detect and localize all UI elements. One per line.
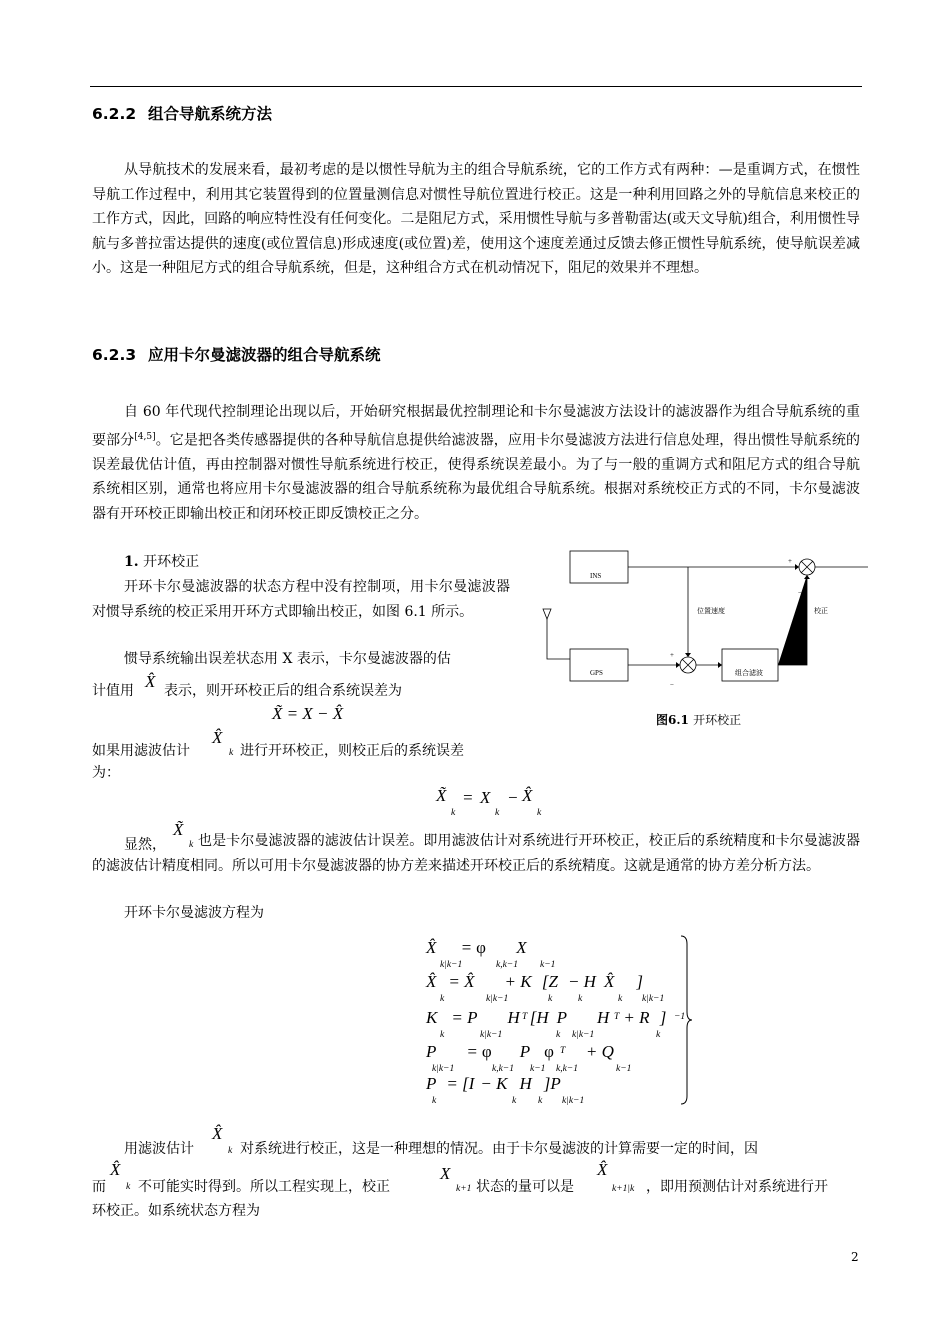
- math-subscript: k: [229, 748, 234, 758]
- math-subscript: k−1: [530, 1064, 546, 1074]
- paragraph-estimate-tail: 表示，则开环校正后的组合系统误差为: [164, 683, 402, 699]
- math-subscript: k,k−1: [556, 1064, 578, 1074]
- math-x: X: [516, 938, 527, 957]
- caption-number: 图6.1: [656, 713, 689, 727]
- math-superscript: T: [522, 1012, 528, 1022]
- math-equals: =: [462, 788, 474, 807]
- plus-sign: +: [670, 651, 674, 659]
- section-heading-6-2-3: [92, 343, 381, 365]
- math-subscript: k|k−1: [642, 994, 665, 1004]
- math-xhat-k: X̂: [212, 728, 223, 747]
- math-xhat: X̂: [145, 672, 156, 691]
- math-xhat: X̂: [426, 938, 437, 957]
- math-subscript: k−1: [540, 960, 556, 970]
- paragraph-realtime-tail: ，即用预测估计对系统进行开: [646, 1179, 828, 1195]
- antenna-icon: [543, 609, 551, 619]
- math-subscript: k|k−1: [432, 1064, 455, 1074]
- math-subscript: k: [538, 1096, 543, 1106]
- subsection-number: 1.: [124, 554, 139, 570]
- math-superscript: T: [560, 1046, 566, 1056]
- figure-open-loop-diagram: [532, 543, 872, 693]
- math-subscript: k+1|k: [612, 1184, 635, 1194]
- paragraph-kalman-equations: 开环卡尔曼滤波方程为: [124, 905, 264, 921]
- math-subscript: k: [548, 994, 553, 1004]
- math-subscript: k: [578, 994, 583, 1004]
- math-xhat-k: X̂: [212, 1124, 223, 1143]
- paragraph-filter-estimate-end: 为：: [92, 765, 120, 781]
- math-subscript: k: [556, 1030, 561, 1040]
- equation-row-1: X̂ = φ X: [426, 938, 527, 957]
- math-subscript: k|k−1: [562, 1096, 585, 1106]
- plus-sign: +: [788, 557, 792, 565]
- math-xhat: X̂: [522, 786, 533, 805]
- math-subscript: k,k−1: [492, 1064, 514, 1074]
- paragraph-accuracy: 也是卡尔曼滤波器的滤波估计误差。即用滤波估计对系统进行开环校正，校正后的系统精度和卡尔曼滤波器的滤波估计精度相同。所以可用卡尔曼滤波器的协方差来描述开环校正后的系统精度。这就是通常的协方差分析方法。: [92, 833, 860, 874]
- paragraph-filter-estimate: 如果用滤波估计: [92, 743, 190, 759]
- math-subscript: k: [228, 1146, 233, 1156]
- minus-sign: −: [798, 589, 802, 597]
- paragraph-realtime-mid: 不可能实时得到。所以工程实现上，校正: [138, 1179, 390, 1195]
- gps-label: GPS: [590, 669, 603, 677]
- paragraph-kalman-intro: [92, 400, 860, 526]
- math-xhat-k1k: X̂: [597, 1160, 608, 1179]
- math-minus: −: [507, 788, 519, 807]
- math-xhat-k: X̂: [110, 1160, 121, 1179]
- equation-row-5: P = [I − K H ]P: [426, 1074, 561, 1093]
- paragraph-realtime: 而: [92, 1179, 106, 1195]
- math-superscript: −1: [674, 1012, 686, 1022]
- paragraph-error-state: 惯导系统输出误差状态用 X 表示，卡尔曼滤波器的估: [124, 651, 451, 667]
- section-number: 6.2.3: [92, 346, 137, 364]
- header-rule: [90, 86, 862, 87]
- math-subscript: k: [440, 994, 445, 1004]
- math-subscript: k|k−1: [480, 1030, 503, 1040]
- math-subscript: k: [126, 1182, 131, 1192]
- math-xtilde: X̃: [436, 786, 447, 805]
- math-subscript: k|k−1: [572, 1030, 595, 1040]
- math-subscript: k: [432, 1096, 437, 1106]
- citation: [4,5]: [134, 431, 156, 442]
- math-subscript: k,k−1: [496, 960, 518, 970]
- equation-row-2: X̂ = X̂ + K [Z − H X̂ ]: [426, 972, 643, 991]
- paragraph-methods: 从导航技术的发展来看，最初考虑的是以惯性导航为主的组合导航系统，它的工作方式有两种：—是重调方式，在惯性导航工作过程中，利用其它装置得到的位置量测信息对惯性导航位置进行校正。这是一种利用回路之外的导航信息来校正的工作方式，因此，回路的响应特性没有任何变化。二是阻尼方式，采用惯性导航与多普勒雷达(或天文导航)组合，利用惯性导航与多普拉雷达提供的速度(或位置信息)形成速度(或位置)差，使用这个速度差通过反馈去修正惯性导航系统，使导航误差减小。这是一种阻尼方式的组合导航系统，但是，这种组合方式在机动情况下，阻尼的效果并不理想。: [92, 162, 860, 276]
- math-subscript: k: [451, 808, 456, 818]
- equation-error: X̃ = X − X̂: [272, 704, 344, 723]
- filter-label: 组合滤波: [735, 669, 763, 677]
- paragraph-open-loop: 开环卡尔曼滤波器的状态方程中没有控制项，用卡尔曼滤波器对惯导系统的校正采用开环方式即输出校正，如图 6.1 所示。: [92, 579, 510, 620]
- paragraph-state-equation: 环校正。如系统状态方程为: [92, 1203, 260, 1219]
- paragraph-obviously: 显然，: [124, 837, 166, 853]
- section-title: 组合导航系统方法: [148, 105, 273, 123]
- section-number: 6.2.2: [92, 105, 137, 123]
- equation-row-4: P = φ P φ + Q: [426, 1042, 614, 1061]
- ins-label: INS: [590, 572, 602, 580]
- math-subscript: k: [440, 1030, 445, 1040]
- math-superscript: T: [614, 1012, 620, 1022]
- math-xtilde-k: X̃: [173, 820, 184, 839]
- math-subscript: k−1: [616, 1064, 632, 1074]
- correct-label: 校正: [814, 607, 828, 615]
- figure-caption: [656, 711, 741, 728]
- paragraph-filter-correction-tail: 对系统进行校正，这是一种理想的情况。由于卡尔曼滤波的计算需要一定的时间，因: [240, 1141, 758, 1157]
- math-subscript: k: [495, 808, 500, 818]
- paragraph-text: 。它是把各类传感器提供的各种导航信息提供给滤波器，应用卡尔曼滤波方法进行信息处理，得出惯性导航系统的误差最优估计值，再由控制器对惯性导航系统进行校正，使得系统误差最小。为了与一般的重调方式和阻尼方式的组合导航系统相区别，通常也将应用卡尔曼滤波器的组合导航系统称为最优组合导航系统。根据对系统校正方式的不同，卡尔曼滤波器有开环校正即输出校正和闭环校正即反馈校正之分。: [92, 432, 860, 522]
- section-heading-6-2-2: [92, 102, 272, 124]
- math-subscript: k: [537, 808, 542, 818]
- paragraph-estimate-line: [92, 680, 134, 700]
- pos-vel-label: 位置速度: [697, 607, 725, 615]
- equation-row-3: K = P H [H P H + R ]: [426, 1008, 667, 1027]
- page-number: 2: [851, 1250, 859, 1264]
- math-subscript: k|k−1: [440, 960, 463, 970]
- paragraph-text: 自 60 年代现代控制理论出现以后，开始研究根据最优控制理论和卡尔曼滤波方法设计的滤波器作为组合导航系统的重要部分: [92, 404, 860, 449]
- paragraph-realtime-mid2: 状态的量可以是: [476, 1179, 574, 1195]
- paragraph-filter-correction: 用滤波估计: [124, 1141, 194, 1157]
- math-subscript: k+1: [456, 1184, 472, 1194]
- math-x-k1: X: [440, 1164, 451, 1183]
- math-x: X: [480, 788, 491, 807]
- subsection-heading: [124, 551, 199, 571]
- math-subscript: k: [512, 1096, 517, 1106]
- text: 计值用: [92, 683, 134, 699]
- section-title: 应用卡尔曼滤波器的组合导航系统: [148, 346, 381, 364]
- math-subscript: k: [656, 1030, 661, 1040]
- math-subscript: k|k−1: [486, 994, 509, 1004]
- minus-sign: −: [670, 681, 674, 689]
- math-subscript: k: [189, 840, 194, 850]
- caption-text: 开环校正: [693, 713, 742, 727]
- right-brace: [679, 934, 693, 1106]
- math-subscript: k: [618, 994, 623, 1004]
- paragraph-filter-estimate-tail: 进行开环校正，则校正后的系统误差: [240, 743, 464, 759]
- subsection-title: 开环校正: [143, 554, 200, 570]
